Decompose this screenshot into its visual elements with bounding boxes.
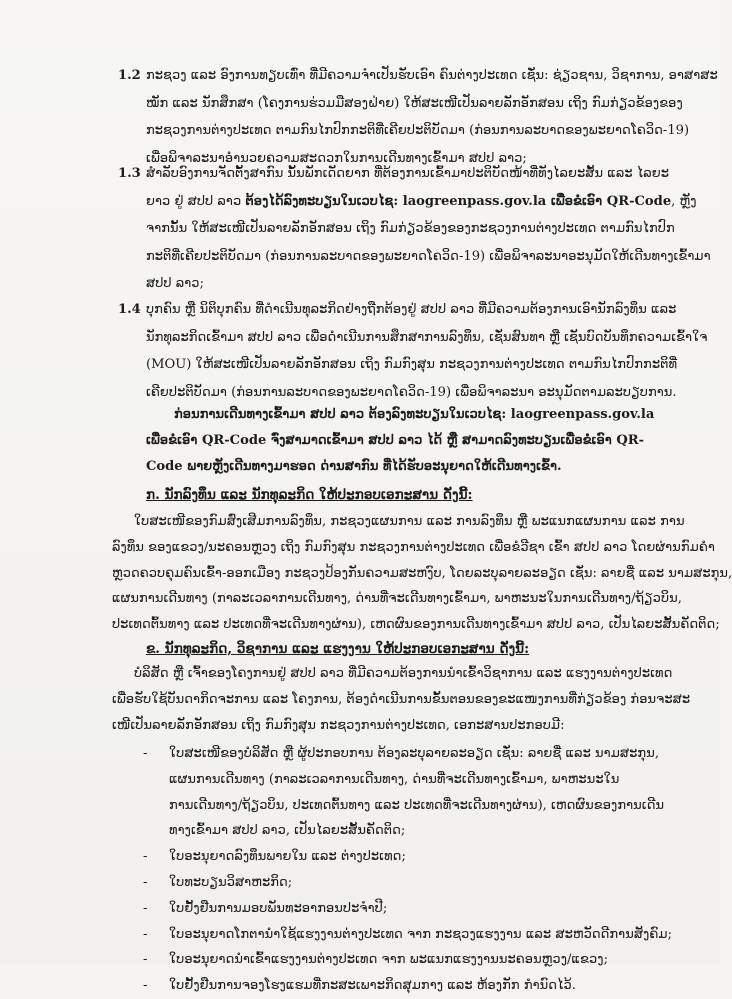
text-line: ເຄີຍປະຕິບັດມາ (ກ່ອນການລະບາດຂອງພະຍາດໂຄວິດ-19) ເພື່ອພິຈາລະນາ ອະນຸມັດຕາມລະບຽບການ. [146,384,677,400]
list-item [143,896,658,922]
section-a-heading: ກ. ນັກລົງທຶນ ແລະ ນັກທຸລະກິດ ໃຫ້ປະກອບເອກະສານ ດັ່ງນີ້: [146,487,473,503]
list-item [143,870,658,896]
dash-bullet-icon: - [143,900,148,916]
text-line: ລົງທຶນ ຂອງແຂວງ/ນະຄອນຫຼວງ ເຖິງ ກົມກົງສຸນ ກະຊວງການຕ່າງປະເທດ ເພື່ອຂໍວີຊາ ເຂົ້າ ສປປ ລາວ ໂດຍຜ່ານກົມຄຳ [112,539,715,555]
registration-note [146,402,658,480]
dash-bullet-icon: - [143,952,148,968]
text-line: ນັກທຸລະກິດເຂົ້າມາ ສປປ ລາວ ເພື່ອດຳເນີນການສຶກສາການລົງທຶນ, ເຊັ່ນສົນທາ ຫຼື ເຊັນບົດບັນທຶກຄວາມເຂົ້າໃຈ [146,329,708,345]
list-item-line: ໃບຢັ້ງຢືນການຈອງໂຮງແຮມທີ່ກະສະເພາະກິດສຸມກາງ ແລະ ຫ້ອງກັກ ກຳນົດໄວ້. [169,978,576,994]
text-line: ກະຊວງການຕ່າງປະເທດ ຕາມກົນໄກປົກກະຕິທີ່ເຄີຍປະຕິບັດມາ (ກ່ອນການລະບາດຂອງພະຍາດໂຄວິດ-19) [146,123,690,138]
text-line: ກະຕິທີ່ເຄີຍປະຕິບັດມາ (ກ່ອນການລະບາດຂອງພະຍາດໂຄວິດ-19) ເພື່ອພິຈາລະນາອະນຸມັດໃຫ້ເດີນທາງເຂົ້າມາ [146,248,711,264]
section-number: 1.4 [118,302,141,317]
text-line: ເໜີເປັນລາຍລັກອັກສອນ ເຖິງ ກົມກົງສຸນ ກະຊວງການຕ່າງປະເທດ, ເອກະສານປະກອບມີ: [112,717,565,733]
text-line: ບຸກຄົນ ຫຼື ນິຕິບຸກຄົນ ທີ່ດຳເນີນທຸລະກິດຢ່າງຖືກຕ້ອງຢູ່ ສປປ ລາວ ທີ່ມີຄວາມຕ້ອງການເອົານັກລົງທຶນ ແລະ [146,302,677,317]
plain-text: ຍາວ ຢູ່ ສປປ ລາວ [146,193,246,209]
note-line: Code ພາຍຫຼັງເດີນທາງມາຮອດ ດ່ານສາກົນ ທີ່ໄດ້ຮັບອະນຸຍາດໃຫ້ເດີນທາງເຂົ້າ. [146,459,562,474]
text-line: ສປປ ລາວ; [146,276,204,291]
text-line: ໃບສະເໜີຂອງກົມສົ່ງເສີມການລົງທຶນ, ກະຊວງແຜນການ ແລະ ການລົງທຶນ ຫຼື ພະແນກແຜນການ ແລະ ການ [134,514,685,529]
emphasized-text: ຕ້ອງໄດ້ລົງທະບຽນໃນເວບໄຊ: laogreenpass.gov.la ເພື່ອຂໍເອົາ QR-Code [245,193,672,209]
note-line: ເພື່ອຂໍເອົາ QR-Code ຈົ່ງສາມາດເຂົ້າມາ ສປປ ລາວ ໄດ້ ຫຼື ສາມາດລົງທະບຽນເພື່ອຂໍເອົາ QR- [146,433,645,448]
section-1-4 [118,296,708,406]
text-line: ບໍລິສັດ ຫຼື ເຈົ້າຂອງໂຄງການຢູ່ ສປປ ລາວ ທີ່ມີຄວາມຕ້ອງການນຳເຂົ້າວິຊາການ ແລະ ແຮງງານຕ່າງປະເທດ [134,666,673,681]
text-line: ແຜນການເດີນທາງ (ກາລະເວລາການເດີນທາງ, ດ່ານທີ່ຈະເດີນທາງເຂົ້າມາ, ພາຫະນະໃນການເດີນທາງ/ຖ້ຽວບິນ, [112,591,682,607]
text-line: ໝັກ ແລະ ນັກສຶກສາ (ໂຄງການຮ່ວມມືສອງຝ່າຍ) ໃຫ້ສະເໜີເປັນລາຍລັກອັກສອນ ເຖິງ ກົມກ່ຽວຂ້ອງຂອງ [146,95,683,111]
list-item-line: ແຜນການເດີນທາງ (ກາລະເວລາການເດີນທາງ, ດ່ານທີ່ຈະເດີນທາງເຂົ້າມາ, ພາຫະນະໃນ [169,771,620,787]
text-line: ເພື່ອພິຈາລະນາອຳນວຍຄວາມສະດວກໃນການເດີນທາງເຂົ້າມາ ສປປ ລາວ; [146,150,527,166]
text-line: ຫຼວດຄວບຄຸມຄົນເຂົ້າ-ອອກເມືອງ ກະຊວງປ້ອງກັນຄວາມສະຫງົບ, ໂດຍລະບຸລາຍລະອຽດ ເຊັ່ນ: ລາຍຊື່ ແລະ ນາມສະກຸນ, [112,565,732,581]
list-item [143,973,658,999]
section-number: 1.2 [118,68,141,83]
dash-bullet-icon: - [143,874,148,890]
text-line: ສຳລັບອົງການຈັດຕັ້ງສາກົນ ນັ້ນພັກເດັດຍາກ ທີ່ຕ້ອງການເຂົ້າມາປະຕິບັດໜ້າທີ່ທັງໄລຍະສັ້ນ ແລະ ໄລຍະ [146,166,670,181]
dash-bullet-icon: - [143,926,148,942]
text-line: (MOU) ໃຫ້ສະເໜີເປັນລາຍລັກອັກສອນ ເຖິງ ກົມກົງສຸນ ກະຊວງການຕ່າງປະເທດ ຕາມກົນໄກປົກກະຕິທີ່ [146,357,678,372]
documents-list [143,741,672,999]
list-item-line: ໃບສະເໜີຂອງບໍລິສັດ ຫຼື ຜູ້ປະກອບການ ຕ້ອງລະບຸລາຍລະອຽດ ເຊັ່ນ: ລາຍຊື່ ແລະ ນາມສະກຸນ, [169,746,659,761]
list-item-line: ໃບທະບຽນວິສາຫະກິດ; [169,874,293,890]
section-b-heading: ຂ. ນັກທຸລະກິດ, ວິຊາການ ແລະ ແຮງງານ ໃຫ້ປະກອບເອກະສານ ດັ່ງນີ້: [146,641,530,657]
text-line-with-bold [118,188,697,216]
list-item-line: ໃບອະນຸຍາດນຳເຂົ້າແຮງງານຕ່າງປະເທດ ຈາກ ພະແນກແຮງງານນະຄອນຫຼວງ/ແຂວງ; [169,952,608,968]
list-item [143,844,658,870]
list-item-line: ໃບອະນຸຍາດລົງທຶນພາຍໃນ ແລະ ຕ່າງປະເທດ; [169,849,406,865]
dash-bullet-icon: - [143,849,148,865]
section-number: 1.3 [118,166,141,181]
list-item [143,947,658,973]
note-line: ກ່ອນການເດີນທາງເຂົ້າມາ ສປປ ລາວ ຕ້ອງລົງທະບຽນໃນເວບໄຊ: laogreenpass.gov.la [174,407,655,422]
text-line: ກະຊວງ ແລະ ອົງການທຽບເທົ່າ ທີ່ມີຄວາມຈຳເປັນຮັບເອົາ ຄົນຕ່າງປະເທດ ເຊັ່ນ: ຊ່ຽວຊານ, ວິຊາການ, ອາສາສະ [146,68,718,83]
list-item-line: ໃບອະນຸຍາດໂກຕານຳໃຊ້ແຮງງານຕ່າງປະເທດ ຈາກ ກະຊວງແຮງງານ ແລະ ສະຫວັດດີການສັງຄົມ; [169,926,672,942]
list-item-line: ທາງເຂົ້າມາ ສປປ ລາວ, ເປັນໄລຍະສັ້ນຄັດຕິດ; [169,823,406,839]
list-item [143,741,665,844]
section-1-2 [118,62,718,172]
list-item-line: ໃບຢັ້ງຢືນການມອບພັນທະອາກອນປະຈຳປີ; [169,900,388,916]
list-item-line: ການເດີນທາງ/ຖ້ຽວບິນ, ປະເທດຕົ້ນທາງ ແລະ ປະເທດທີ່ຈະເດີນທາງຜ່ານ), ເຫດຜົນຂອງການເດີນ [169,797,665,813]
text-line: ປະເທດຕົ້ນທາງ ແລະ ປະເທດທີ່ຈະເດີນທາງຜ່ານ), ເຫດຜົນຂອງການເດີນທາງເຂົ້າມາ ສປປ ລາວ, ເປັນໄລຍະສັ້ນຄັດຕິດ; [112,617,720,633]
dash-bullet-icon: - [143,978,148,994]
section-a-body [112,509,732,638]
dash-bullet-icon: - [143,746,148,761]
section-b-body [112,661,691,738]
list-item [143,922,672,948]
plain-text: , ຫຼັງ [671,193,697,209]
text-line: ເພື່ອຮັບໃຊ້ບັນດາກິດຈະການ ແລະ ໂຄງການ, ຕ້ອງດຳເນີນການຂັ້ນຕອນຂອງຂະແໜງການທີ່ກ່ຽວຂ້ອງ ກ່ອນຈະສະ [112,691,691,707]
text-line: ຈາກນັ້ນ ໃຫ້ສະເໜີເປັນລາຍລັກອັກສອນ ເຖິງ ກົມກ່ຽວຂ້ອງຂອງກະຊວງການຕ່າງປະເທດ ຕາມກົນໄກປົກ [146,221,675,236]
section-1-3 [118,160,711,298]
